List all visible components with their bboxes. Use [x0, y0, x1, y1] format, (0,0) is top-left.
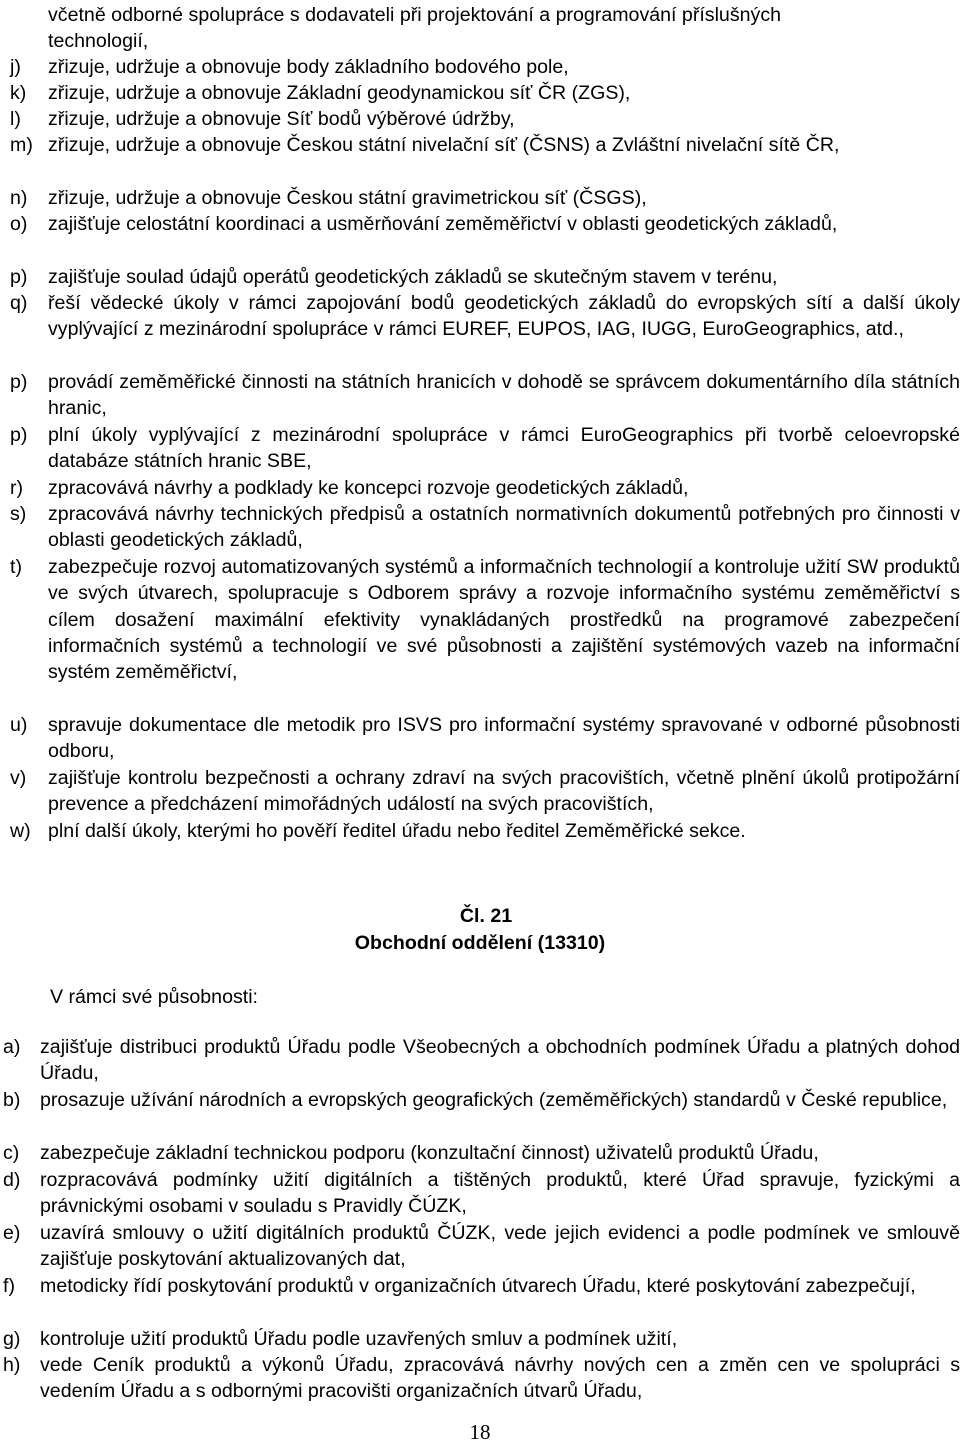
list-item-label: e) [3, 1222, 21, 1244]
list-item-label: a) [3, 1036, 21, 1058]
list-item-label: h) [3, 1354, 21, 1376]
list-item-text: plní další úkoly, kterými ho pověří ředitel úřadu nebo ředitel Zeměměřické sekce. [48, 820, 746, 842]
list-item-text: plní úkoly vyplývající z mezinárodní spolupráce v rámci EuroGeographics při tvorbě celoevropské databáze státních hranic SBE, [48, 424, 960, 473]
list-item-label: w) [10, 820, 31, 842]
list-item-label: s) [10, 503, 27, 525]
list-item-text: vede Ceník produktů a výkonů Úřadu, zpracovává návrhy nových cen a změn cen ve spolupráci s vedením Úřadu a s odbornými pracovišti organizačních útvarů Úřadu, [40, 1354, 960, 1403]
list-item-text: řeší vědecké úkoly v rámci zapojování bodů geodetických základů do evropských sítí a další úkoly vyplývající z mezinárodní spolupráce v rámci EUREF, EUPOS, IAG, IUGG, EuroGeographics, atd., [48, 292, 960, 341]
list-item-text: zajišťuje kontrolu bezpečnosti a ochrany zdraví na svých pracovištích, včetně plnění úkolů protipožární prevence a předcházení mimořádných událostí na svých pracovištích, [48, 767, 960, 816]
list-item-text: rozpracovává podmínky užití digitálních a tištěných produktů, které Úřad spravuje, fyzickými a právnickými osobami v souladu s Pravidly ČÚZK, [40, 1169, 960, 1218]
list-item-text: spravuje dokumentace dle metodik pro ISVS pro informační systémy spravované v odborné působnosti odboru, [48, 714, 960, 763]
list-item-label: b) [3, 1089, 21, 1111]
list-item-text: zřizuje, udržuje a obnovuje Českou státní nivelační síť (ČSNS) a Zvláštní nivelační sítě ČR, [48, 134, 840, 156]
list-item-label: p) [10, 371, 28, 393]
list-item-text: zajišťuje soulad údajů operátů geodetických základů se skutečným stavem v terénu, [48, 266, 778, 288]
continuation-line: včetně odborné spolupráce s dodavateli při projektování a programování příslušných [48, 4, 782, 26]
list-item-label: m) [10, 134, 33, 156]
list-item-label: t) [10, 556, 22, 578]
section-intro: V rámci své působnosti: [50, 986, 259, 1008]
list-item-text: metodicky řídí poskytování produktů v organizačních útvarech Úřadu, které poskytování zabezpečují, [40, 1275, 916, 1297]
list-item-text: zajišťuje distribuci produktů Úřadu podle Všeobecných a obchodních podmínek Úřadu a platných dohod Úřadu, [40, 1036, 960, 1085]
list-item-label: f) [3, 1275, 15, 1297]
list-item-label: k) [10, 82, 27, 104]
list-item-label: q) [10, 292, 28, 314]
list-item-label: u) [10, 714, 28, 736]
list-item-text: zřizuje, udržuje a obnovuje Základní geodynamickou síť ČR (ZGS), [48, 82, 631, 104]
list-item-text: zajišťuje celostátní koordinaci a usměrňování zeměměřictví v oblasti geodetických základů, [48, 213, 838, 235]
list-item-text: prosazuje užívání národních a evropských geografických (zeměměřických) standardů v České republice, [40, 1089, 948, 1111]
list-item-label: d) [3, 1169, 21, 1191]
list-item-text: zpracovává návrhy technických předpisů a ostatních normativních dokumentů potřebných pro činnosti v oblasti geodetických základů, [48, 503, 960, 552]
list-item-label: v) [10, 767, 27, 789]
list-item-label: g) [3, 1328, 21, 1350]
list-item-text: provádí zeměměřické činnosti na státních hranicích v dohodě se správcem dokumentárního díla státních hranic, [48, 371, 960, 420]
section-title: Obchodní oddělení (13310) [354, 932, 606, 954]
article-number: Čl. 21 [459, 905, 513, 927]
list-item-text: zabezpečuje rozvoj automatizovaných systémů a informačních technologií a kontroluje užití SW produktů ve svých útvarech, spolupracuje s Odborem správy a rozvoje informačního systému zeměměřictví s cílem dosažení maximální efektivity vynakládaných prostředků na programové zabezpečení informačních systémů a technologií ve své působnosti a zajištění systémových vazeb na informační systém zeměměřictví, [48, 556, 960, 684]
list-item-label: p) [10, 424, 28, 446]
list-item-text: kontroluje užití produktů Úřadu podle uzavřených smluv a podmínek užití, [40, 1328, 678, 1350]
list-item-text: zřizuje, udržuje a obnovuje body základního bodového pole, [48, 56, 569, 78]
list-item-text: zřizuje, udržuje a obnovuje Síť bodů výběrové údržby, [48, 108, 515, 130]
list-item-text: zabezpečuje základní technickou podporu (konzultační činnost) uživatelů produktů Úřadu, [40, 1142, 819, 1164]
list-item-text: uzavírá smlouvy o užití digitálních produktů ČÚZK, vede jejich evidenci a podle podmínek ve smlouvě zajišťuje poskytování aktualizovaných dat, [40, 1222, 960, 1271]
list-item-label: j) [10, 56, 21, 78]
list-item-label: r) [10, 477, 24, 499]
list-item-text: zpracovává návrhy a podklady ke koncepci rozvoje geodetických základů, [48, 477, 689, 499]
list-item-label: o) [10, 213, 28, 235]
list-item-label: l) [10, 108, 21, 130]
page-number: 18 [469, 1420, 491, 1444]
list-item-label: p) [10, 266, 28, 288]
list-item-text: zřizuje, udržuje a obnovuje Českou státní gravimetrickou síť (ČSGS), [48, 187, 647, 209]
list-item-label: c) [3, 1142, 20, 1164]
list-item-label: n) [10, 187, 28, 209]
continuation-line: technologií, [48, 30, 149, 52]
